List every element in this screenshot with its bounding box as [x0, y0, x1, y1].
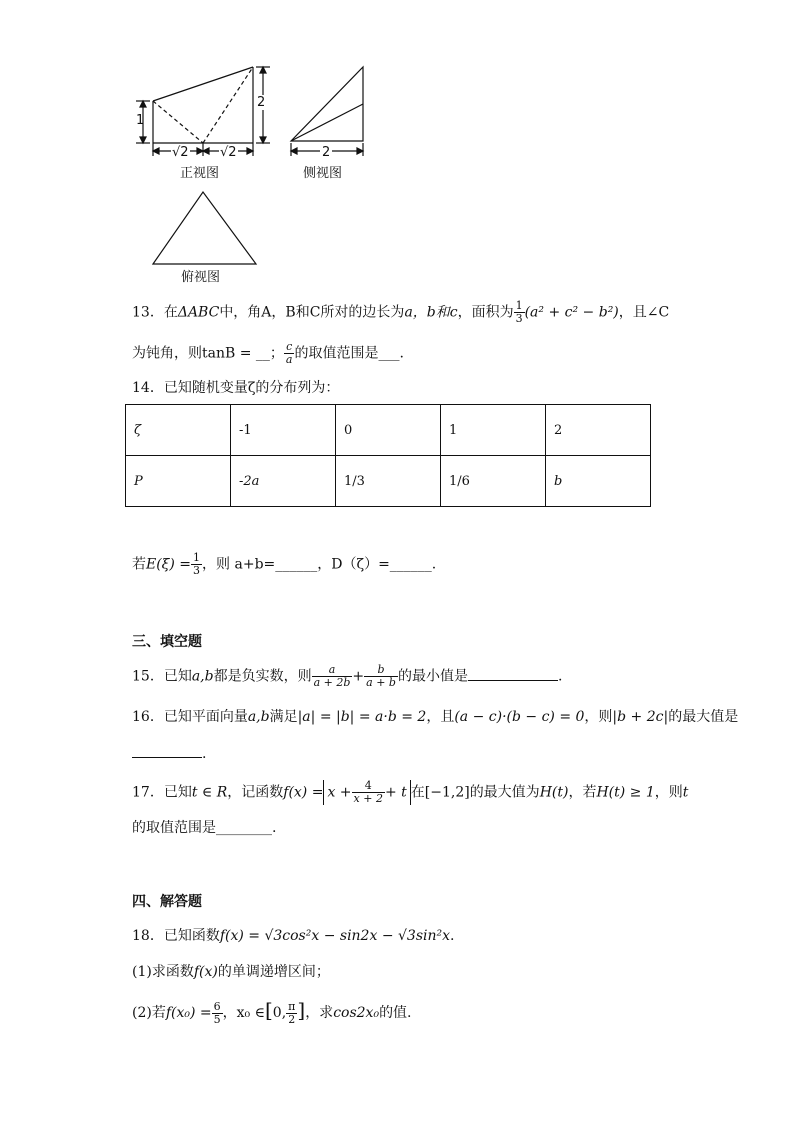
q16-line1: 16．已知平面向量a,b满足|a| = |b| = a·b = 2，且(a − c)·(b − c) = 0，则|b + 2c|的最大值是 — [132, 709, 739, 725]
table-cell: 1 — [441, 405, 546, 456]
dim-label-side-2: 2 — [322, 145, 331, 160]
side-view-caption: 侧视图 — [303, 166, 343, 181]
distribution-table — [125, 404, 651, 507]
answer-blank — [468, 666, 558, 681]
dim-label-1: 1 — [136, 113, 145, 128]
table-cell: ζ — [126, 405, 231, 456]
side-view-diagram — [291, 67, 363, 156]
q17-line2: 的取值范围是________. — [132, 820, 277, 836]
table-cell: P — [126, 456, 231, 507]
q14-stem: 14．已知随机变量ζ的分布列为： — [132, 380, 340, 396]
table-cell: -1 — [231, 405, 336, 456]
three-view-figures — [0, 0, 794, 300]
table-cell: 1/6 — [441, 456, 546, 507]
q14-condition: 若E(ξ) = $\frac{1}{3}$ ，则 a+b=______，D（ζ）=______. — [132, 551, 437, 577]
q13-line2: 为钝角，则tanB = __； $\frac{c}{a}$ 的取值范围是___. — [132, 340, 404, 366]
section-heading-fill-in: 三、填空题 — [132, 634, 202, 650]
dim-label-sqrt2-left: √2 — [172, 145, 189, 160]
top-view-diagram — [153, 192, 256, 264]
top-view-caption: 俯视图 — [181, 270, 221, 285]
q18-part1: (1)求函数f(x)的单调递增区间； — [132, 964, 330, 980]
front-view-diagram — [136, 67, 270, 156]
q18-stem: 18．已知函数f(x) = √3cos²x − sin2x − √3sin²x. — [132, 928, 455, 944]
q15-line: 15．已知a,b都是负实数，则 $\frac{a}{a + 2b}$ + $\frac{b}{a + b}$ 的最小值是 . — [132, 663, 563, 689]
section-heading-answer: 四、解答题 — [132, 894, 202, 910]
front-view-caption: 正视图 — [180, 166, 220, 181]
answer-blank — [132, 743, 202, 758]
table-cell: 0 — [336, 405, 441, 456]
dim-label-2: 2 — [257, 95, 266, 110]
table-cell: -2a — [231, 456, 336, 507]
q13-line1: 13．在ΔABC中，角A，B和C所对的边长为a，b和c，面积为 $\frac{1}{3}$ (a² + c² − b²)，且∠C — [132, 299, 670, 325]
table-row — [126, 405, 651, 456]
table-cell: 2 — [546, 405, 651, 456]
table-cell: b — [546, 456, 651, 507]
table-cell: 1/3 — [336, 456, 441, 507]
q16-line2: . — [132, 743, 206, 764]
q17-line1: 17．已知t ∈ R，记函数f(x) = x + $\frac{4}{x + 2}$ + t 在[−1,2]的最大值为H(t)，若H(t) ≥ 1，则t — [132, 779, 689, 805]
table-row — [126, 456, 651, 507]
dim-label-sqrt2-right: √2 — [220, 145, 237, 160]
q18-part2: (2)若f(x₀) = $\frac{6}{5}$ ，x₀ ∈[0, $\frac{\pi}{2}$ ]，求cos2x₀的值. — [132, 998, 412, 1026]
